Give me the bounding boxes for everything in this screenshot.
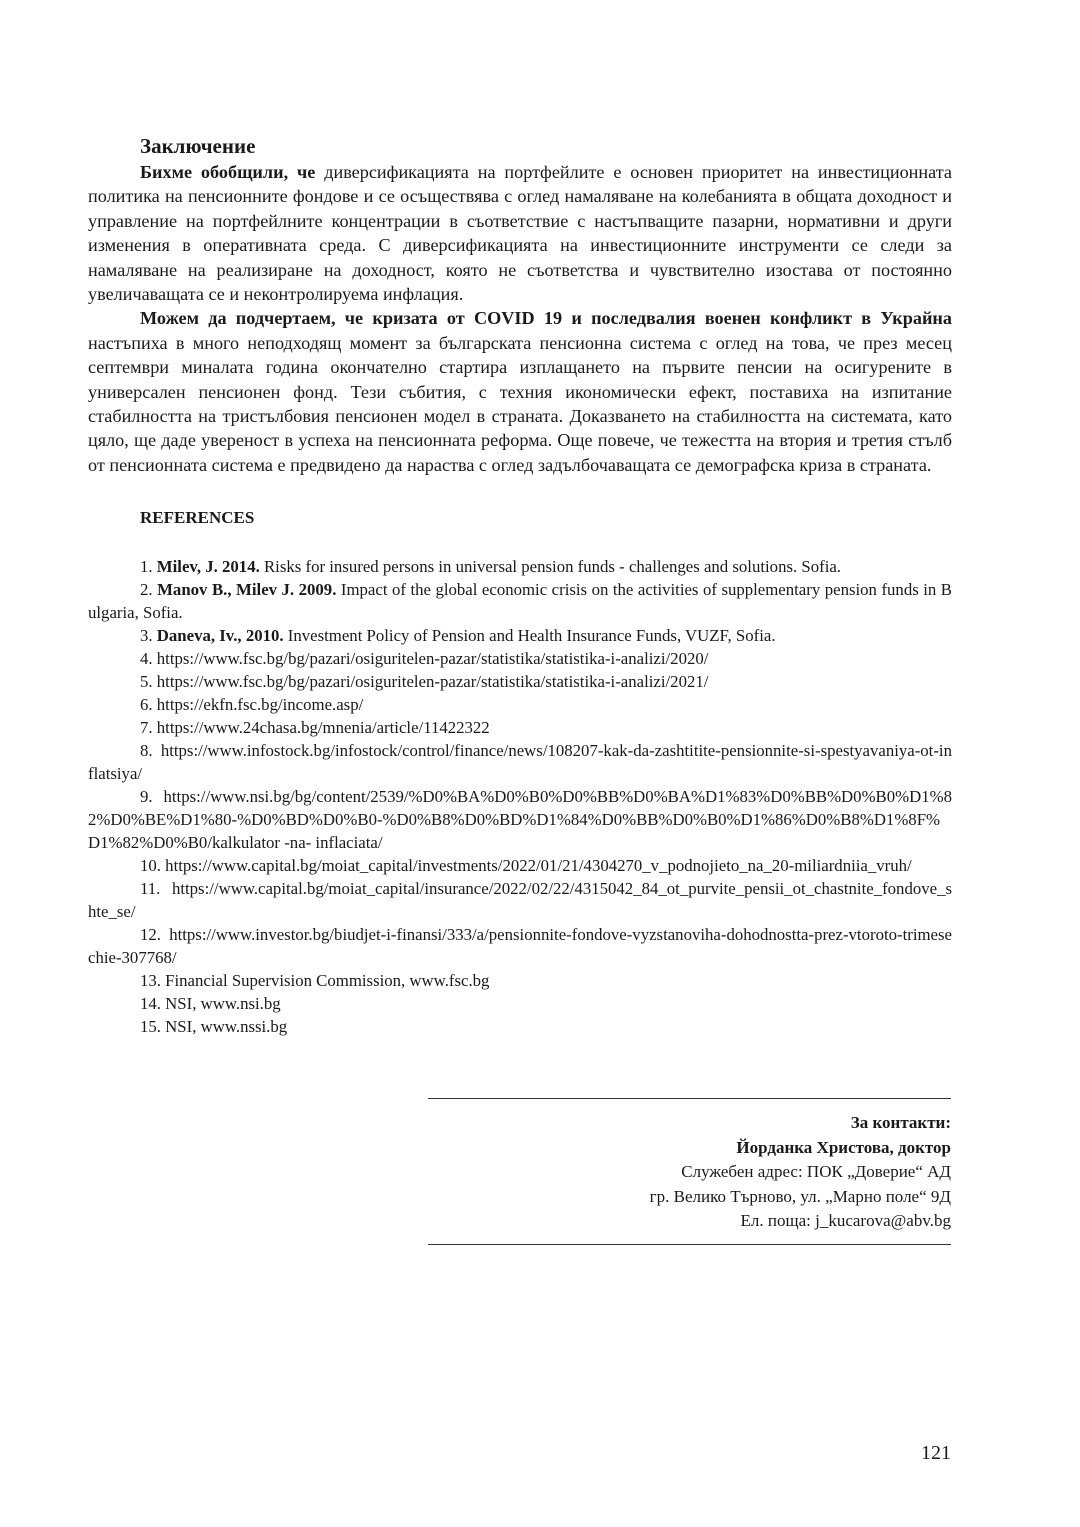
reference-item	[88, 578, 952, 624]
reference-link[interactable]: https://www.infostock.bg/infostock/control/finance/news/108207-kak-da-zashtitite-pensionnite-si-spestyavaniya-ot-inflatsiya/	[88, 741, 952, 784]
reference-item	[88, 969, 952, 992]
reference-link[interactable]: https://www.nsi.bg/bg/content/2539/%D0%BA%D0%B0%D0%BB%D0%BA%D1%83%D0%BB%D0%B0%D1%82%D0%BE%D1%80-%D0%BD%D0%B0-%D0%B8%D0%BD%D1%84%D0%BB%D0%B0%D1%86%D0%B8%D1%8F%D1%82%D0%B0/kalkulator -na- inflaciata/	[88, 787, 952, 853]
reference-link[interactable]: https://www.fsc.bg/bg/pazari/osiguritelen-pazar/statistika/statistika-i-analizi/2020/	[156, 649, 709, 669]
reference-text: Financial Supervision Commission, www.fsc.bg	[165, 971, 490, 991]
references-title: REFERENCES	[140, 508, 255, 528]
reference-number: 9.	[140, 787, 164, 807]
reference-item	[88, 877, 952, 923]
contact-details	[428, 1099, 951, 1244]
reference-number: 15.	[140, 1017, 166, 1037]
conclusion-paragraph-1	[88, 160, 952, 306]
contact-address-2: гр. Велико Търново, ул. „Марно поле“ 9Д	[649, 1186, 951, 1206]
reference-item	[88, 739, 952, 785]
reference-item	[88, 670, 952, 693]
paragraph-1-text: диверсификацията на портфейлите е основен приоритет на инвестиционната политика на пенсионните фондове и се осъществява с оглед намаляване на колебанията в общата доходност и управление на портфейлните концентрации в съответствие с настъпващите пазарни, нормативни и други изменения в оперативната среда. С диверсификацията на инвестиционните инструменти се следи за намаляване на реализиране на доходност, която не съответства и чувствително изостава от постоянно увеличаващата се и неконтролируема инфлация.	[88, 162, 952, 305]
reference-number: 5.	[140, 672, 157, 692]
reference-number: 10.	[140, 856, 166, 876]
paragraph-2-text: настъпиха в много неподходящ момент за българската пенсионна система с оглед на това, че през месец септември миналата година окончателно стартира изплащането на първите пенсии на осигурените в универсален пенсионен фонд. Тези събития, с техния икономически ефект, поставиха на изпитание стабилността на тристълбовия пенсионен модел в страната. Доказването на стабилността на системата, като цяло, ще даде увереност в успеха на пенсионната реформа. Още повече, че тежестта на втория и третия стълб от пенсионната система е предвидено да нараства с оглед задълбочаващата се демографска криза в страната.	[88, 332, 952, 475]
paragraph-1-lead: Бихме обобщили, че	[140, 162, 316, 182]
reference-number: 11.	[140, 879, 172, 899]
reference-text: NSI, www.nssi.bg	[165, 1017, 288, 1037]
reference-number: 7.	[140, 718, 157, 738]
reference-item	[88, 693, 952, 716]
reference-link[interactable]: https://www.24chasa.bg/mnenia/article/11422322	[156, 718, 490, 738]
reference-text: Investment Policy of Pension and Health Insurance Funds, VUZF, Sofia.	[283, 626, 776, 646]
reference-text: Risks for insured persons in universal pension funds - challenges and solutions. Sofia.	[259, 557, 842, 577]
reference-number: 4.	[140, 649, 157, 669]
conclusion-paragraph-2	[88, 306, 952, 477]
reference-number: 12.	[140, 925, 170, 945]
reference-number: 6.	[140, 695, 157, 715]
page-number: 121	[921, 1442, 951, 1464]
contact-label: За контакти:	[850, 1113, 951, 1132]
reference-number: 1.	[140, 557, 157, 577]
reference-link[interactable]: https://www.fsc.bg/bg/pazari/osiguritelen-pazar/statistika/statistika-i-analizi/2021/	[156, 672, 709, 692]
reference-item	[88, 992, 952, 1015]
conclusion-heading: Заключение	[140, 134, 256, 158]
reference-author: Daneva, Iv., 2010.	[156, 626, 284, 646]
reference-number: 2.	[140, 580, 158, 600]
contact-address-1: Служебен адрес: ПОК „Доверие“ АД	[681, 1162, 951, 1181]
reference-item	[88, 1015, 952, 1038]
reference-item	[88, 716, 952, 739]
reference-item	[88, 624, 952, 647]
reference-link[interactable]: https://ekfn.fsc.bg/income.asp/	[156, 695, 364, 715]
reference-text: Impact of the global economic crisis on the activities of supplementary pension funds in Bulgaria, Sofia.	[88, 580, 952, 623]
references-list	[88, 555, 952, 1038]
reference-item	[88, 555, 952, 578]
reference-number: 8.	[140, 741, 161, 761]
reference-number: 3.	[140, 626, 157, 646]
page-body	[88, 132, 952, 1038]
reference-item	[88, 647, 952, 670]
reference-item	[88, 785, 952, 854]
reference-author: Milev, J. 2014.	[156, 557, 260, 577]
reference-link[interactable]: https://www.investor.bg/biudjet-i-finansi/333/a/pensionnite-fondove-vyzstanoviha-dohodnostta-prez-vtoroto-trimesechie-307768/	[88, 925, 952, 968]
reference-item	[88, 854, 952, 877]
reference-item	[88, 923, 952, 969]
contact-block	[428, 1098, 951, 1245]
reference-text: NSI, www.nsi.bg	[165, 994, 281, 1014]
contact-name: Йорданка Христова, доктор	[736, 1137, 951, 1157]
reference-link[interactable]: https://www.capital.bg/moiat_capital/insurance/2022/02/22/4315042_84_ot_purvite_pensii_ot_chastnite_fondove_shte_se/	[88, 879, 952, 922]
reference-number: 14.	[140, 994, 166, 1014]
paragraph-2-lead: Можем да подчертаем, че кризата от COVID 19 и последвалия военен конфликт в Украйна	[140, 308, 952, 329]
reference-author: Manov B., Milev J. 2009.	[157, 580, 337, 600]
contact-email[interactable]: Ел. поща: j_kucarova@abv.bg	[740, 1211, 951, 1230]
contact-bottom-rule	[428, 1244, 951, 1245]
reference-link[interactable]: https://www.capital.bg/moiat_capital/investments/2022/01/21/4304270_v_podnojieto_na_20-miliardniia_vruh/	[165, 856, 912, 876]
reference-number: 13.	[140, 971, 166, 991]
